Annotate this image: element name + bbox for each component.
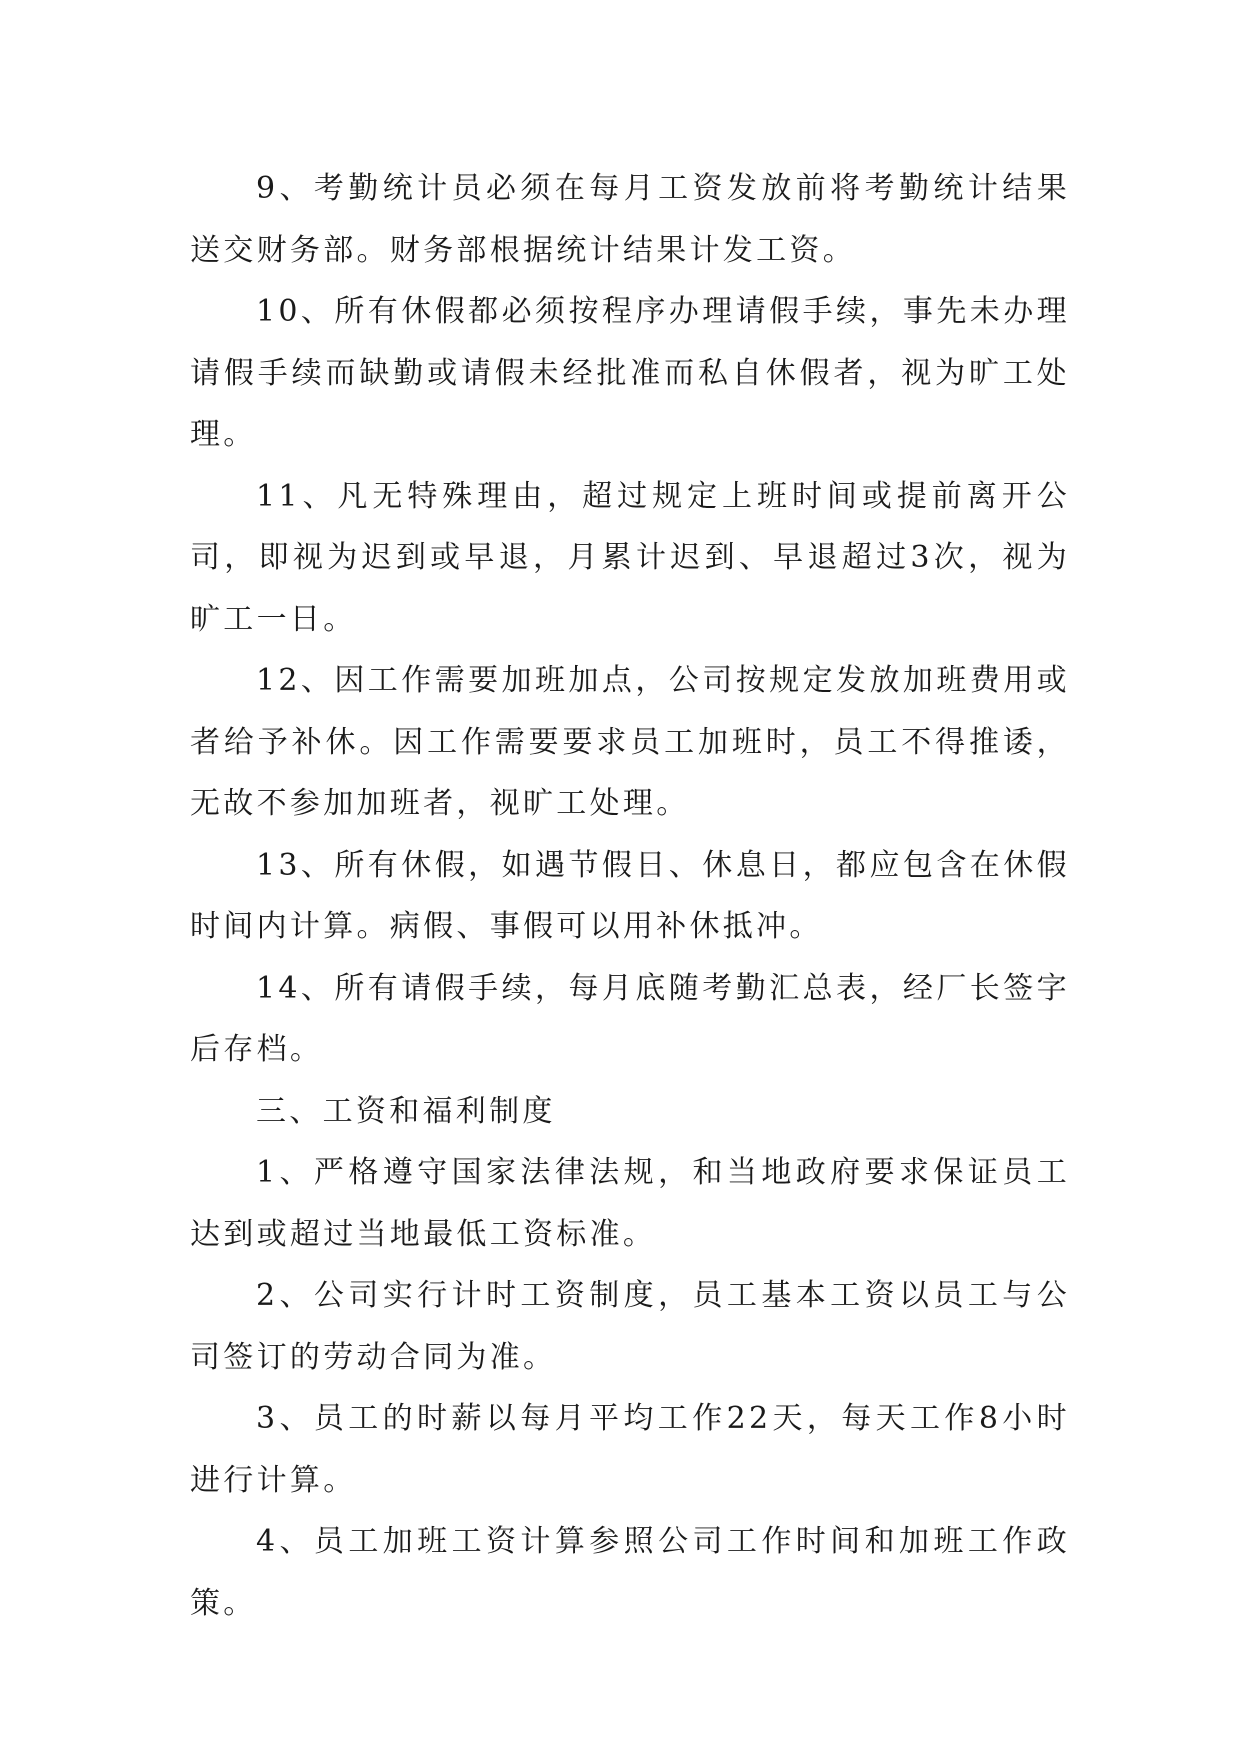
paragraph-item-9: 9、考勤统计员必须在每月工资发放前将考勤统计结果送交财务部。财务部根据统计结果计发工资。	[190, 171, 1070, 268]
paragraph-item-11: 11、凡无特殊理由，超过规定上班时间或提前离开公司，即视为迟到或早退，月累计迟到、早退超过3次，视为旷工一日。	[190, 478, 1070, 637]
document-body	[190, 158, 1070, 1634]
paragraph-item-3: 3、员工的时薪以每月平均工作22天，每天工作8小时进行计算。	[190, 1401, 1070, 1498]
section-heading-salary-welfare: 三、工资和福利制度	[256, 1093, 556, 1129]
paragraph-item-2: 2、公司实行计时工资制度，员工基本工资以员工与公司签订的劳动合同为准。	[190, 1278, 1070, 1375]
paragraph-item-10: 10、所有休假都必须按程序办理请假手续，事先未办理请假手续而缺勤或请假未经批准而私自休假者，视为旷工处理。	[190, 294, 1070, 452]
paragraph-item-13: 13、所有休假，如遇节假日、休息日，都应包含在休假时间内计算。病假、事假可以用补休抵冲。	[190, 847, 1070, 944]
paragraph-item-4: 4、员工加班工资计算参照公司工作时间和加班工作政策。	[190, 1524, 1070, 1621]
paragraph-item-14: 14、所有请假手续，每月底随考勤汇总表，经厂长签字后存档。	[190, 970, 1070, 1067]
paragraph-item-1: 1、严格遵守国家法律法规，和当地政府要求保证员工达到或超过当地最低工资标准。	[190, 1155, 1070, 1252]
paragraph-item-12: 12、因工作需要加班加点，公司按规定发放加班费用或者给予补休。因工作需要要求员工加班时，员工不得推诿，无故不参加加班者，视旷工处理。	[190, 663, 1070, 821]
